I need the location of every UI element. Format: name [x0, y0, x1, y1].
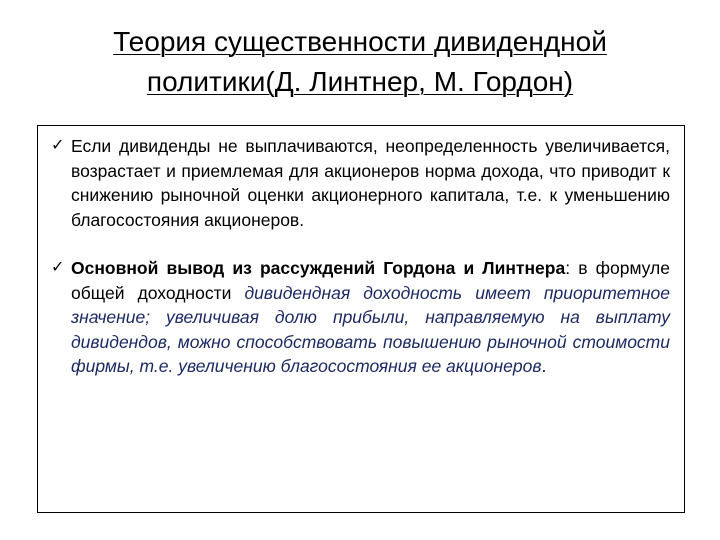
- content-box: [37, 125, 685, 513]
- bullet-period: .: [541, 356, 547, 376]
- bullet-text: [71, 256, 670, 379]
- bullet-plain-text: : в формуле общей доходности: [71, 258, 670, 303]
- checkmark-icon: ✓: [51, 257, 65, 276]
- checkmark-icon: ✓: [51, 135, 65, 154]
- bullet-text: Если дивиденды не выплачиваются, неопределенность увеличивается, возрастает и приемлемая для акционеров норма дохода, что приводит к снижению рыночной оценки акционерного капитала, т.е. к уменьшению благосостояния акционеров.: [71, 136, 670, 230]
- bullet-item: [51, 256, 670, 379]
- slide-title-line-2: политики(Д. Линтнер, М. Гордон): [146, 66, 574, 97]
- slide-title-line-1: Теория существенности дивидендной: [113, 26, 607, 57]
- bullet-bold-conclusion: Основной вывод из рассуждений Гордона и Линтнера: [71, 258, 566, 278]
- slide-title: [40, 22, 680, 102]
- bullet-item: [51, 134, 670, 232]
- bullet-italic-text: дивидендная доходность имеет приоритетное значение; увеличивая долю прибыли, направляемую на выплату дивидендов, можно способствовать повышению рыночной стоимости фирмы, т.е. увеличению благосостояния ее акционеров: [71, 282, 670, 376]
